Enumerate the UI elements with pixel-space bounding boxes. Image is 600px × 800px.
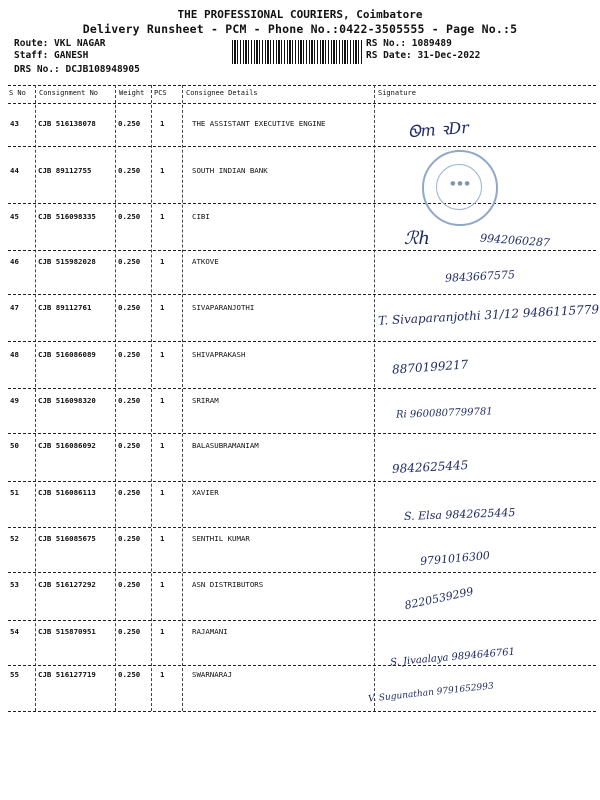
drs-number: DRS No.: DCJB108948905 (14, 64, 140, 75)
cell-pcs: 1 (160, 257, 165, 266)
row-separator (8, 250, 596, 251)
row-separator (8, 341, 596, 342)
row-separator (8, 711, 596, 712)
cell-sno: 50 (10, 441, 19, 450)
cell-consignment: CJB 515870951 (38, 627, 96, 636)
cell-weight: 0.250 (118, 350, 141, 359)
cell-consignment: CJB 516138078 (38, 119, 96, 128)
cell-consignee: SHIVAPRAKASH (192, 350, 246, 359)
cell-pcs: 1 (160, 212, 165, 221)
row-separator (8, 294, 596, 295)
signature-46: 9843667575 (444, 268, 516, 285)
col-header-sno: S No (9, 89, 26, 97)
cell-consignment: CJB 516086089 (38, 350, 96, 359)
cell-sno: 45 (10, 212, 19, 221)
cell-sno: 44 (10, 166, 19, 175)
row-separator (8, 620, 596, 621)
cell-weight: 0.250 (118, 580, 141, 589)
cell-pcs: 1 (160, 350, 165, 359)
cell-consignee: BALASUBRAMANIAM (192, 441, 259, 450)
row-separator (8, 481, 596, 482)
runsheet-title: Delivery Runsheet - PCM - Phone No.:0422-3505555 - Page No.:5 (82, 22, 518, 36)
signature-51: S. Elsa 9842625445 (403, 506, 516, 523)
signature-55: V. Sugunathan 9791652993 (367, 681, 495, 705)
signature-45-mark: ℛh (404, 228, 430, 249)
col-divider (182, 85, 183, 711)
cell-weight: 0.250 (118, 441, 141, 450)
staff-label: Staff: GANESH (14, 50, 89, 61)
cell-consignee: SRIRAM (192, 396, 219, 405)
cell-weight: 0.250 (118, 257, 141, 266)
cell-consignment: CJB 516086092 (38, 441, 96, 450)
signature-52: 9791016300 (419, 548, 491, 569)
col-header-consignment: Consignment No (39, 89, 99, 97)
cell-consignment: CJB 516098335 (38, 212, 96, 221)
cell-consignee: SIVAPARANJOTHI (192, 303, 255, 312)
col-divider (35, 85, 36, 711)
cell-sno: 43 (10, 119, 19, 128)
signature-50: 9842625445 (391, 458, 469, 476)
cell-consignee: ATKOVE (192, 257, 219, 266)
cell-consignee: SENTHIL KUMAR (192, 534, 250, 543)
cell-weight: 0.250 (118, 119, 141, 128)
cell-consignment: CJB 89112761 (38, 303, 92, 312)
cell-consignment: CJB 516086113 (38, 488, 96, 497)
cell-sno: 47 (10, 303, 19, 312)
row-separator (8, 146, 596, 147)
cell-pcs: 1 (160, 488, 165, 497)
cell-weight: 0.250 (118, 488, 141, 497)
col-header-consignee: Consignee Details (186, 89, 258, 97)
signature-43: Ꮻm ꝛDr (407, 117, 470, 142)
cell-sno: 55 (10, 670, 19, 679)
cell-consignee: ASN DISTRIBUTORS (192, 580, 264, 589)
cell-weight: 0.250 (118, 303, 141, 312)
bank-stamp (422, 150, 498, 226)
cell-pcs: 1 (160, 303, 165, 312)
cell-pcs: 1 (160, 441, 165, 450)
col-divider (374, 85, 375, 711)
cell-sno: 52 (10, 534, 19, 543)
cell-pcs: 1 (160, 166, 165, 175)
bank-stamp-ring (436, 164, 482, 210)
cell-pcs: 1 (160, 119, 165, 128)
row-separator (8, 203, 596, 204)
signature-53: 8220539299 (403, 584, 475, 613)
signature-54: S. Jivaalaya 9894646761 (389, 646, 516, 669)
cell-weight: 0.250 (118, 534, 141, 543)
header-bottom-rule (8, 103, 596, 104)
signature-48: 8870199217 (391, 357, 469, 377)
cell-pcs: 1 (160, 534, 165, 543)
bank-stamp-text: ● ● ● (450, 180, 470, 187)
barcode (232, 40, 362, 64)
cell-sno: 48 (10, 350, 19, 359)
cell-consignment: CJB 516098320 (38, 396, 96, 405)
cell-sno: 49 (10, 396, 19, 405)
cell-consignment: CJB 516127719 (38, 670, 96, 679)
cell-consignment: CJB 515982028 (38, 257, 96, 266)
row-separator (8, 433, 596, 434)
col-divider (151, 85, 152, 711)
cell-sno: 54 (10, 627, 19, 636)
cell-weight: 0.250 (118, 166, 141, 175)
cell-weight: 0.250 (118, 396, 141, 405)
cell-weight: 0.250 (118, 670, 141, 679)
cell-consignment: CJB 516085675 (38, 534, 96, 543)
row-separator (8, 665, 596, 666)
cell-consignee: SOUTH INDIAN BANK (192, 166, 268, 175)
col-divider (115, 85, 116, 711)
cell-consignment: CJB 516127292 (38, 580, 96, 589)
cell-consignee: THE ASSISTANT EXECUTIVE ENGINE (192, 119, 326, 128)
row-separator (8, 527, 596, 528)
cell-consignment: CJB 89112755 (38, 166, 92, 175)
company-name: THE PROFESSIONAL COURIERS, Coimbatore (177, 8, 423, 21)
cell-consignee: RAJAMANI (192, 627, 228, 636)
cell-sno: 53 (10, 580, 19, 589)
table-top-rule (8, 85, 596, 86)
cell-sno: 46 (10, 257, 19, 266)
row-separator (8, 388, 596, 389)
col-header-signature: Signature (378, 89, 416, 97)
cell-sno: 51 (10, 488, 19, 497)
cell-pcs: 1 (160, 627, 165, 636)
rs-date: RS Date: 31-Dec-2022 (366, 50, 481, 61)
cell-pcs: 1 (160, 670, 165, 679)
col-header-pcs: PCS (154, 89, 167, 97)
rs-number: RS No.: 1089489 (366, 38, 452, 49)
cell-weight: 0.250 (118, 212, 141, 221)
col-header-weight: Weight (119, 89, 145, 97)
row-separator (8, 572, 596, 573)
signature-47: T. Sivaparanjothi 31/12 9486115779 (377, 302, 600, 328)
signature-49: Ri 9600807799781 (395, 406, 493, 421)
cell-weight: 0.250 (118, 627, 141, 636)
cell-consignee: CIBI (192, 212, 210, 221)
cell-pcs: 1 (160, 580, 165, 589)
cell-consignee: XAVIER (192, 488, 219, 497)
route-label: Route: VKL NAGAR (14, 38, 106, 49)
cell-consignee: SWARNARAJ (192, 670, 233, 679)
signature-45: 9942060287 (479, 231, 551, 250)
cell-pcs: 1 (160, 396, 165, 405)
